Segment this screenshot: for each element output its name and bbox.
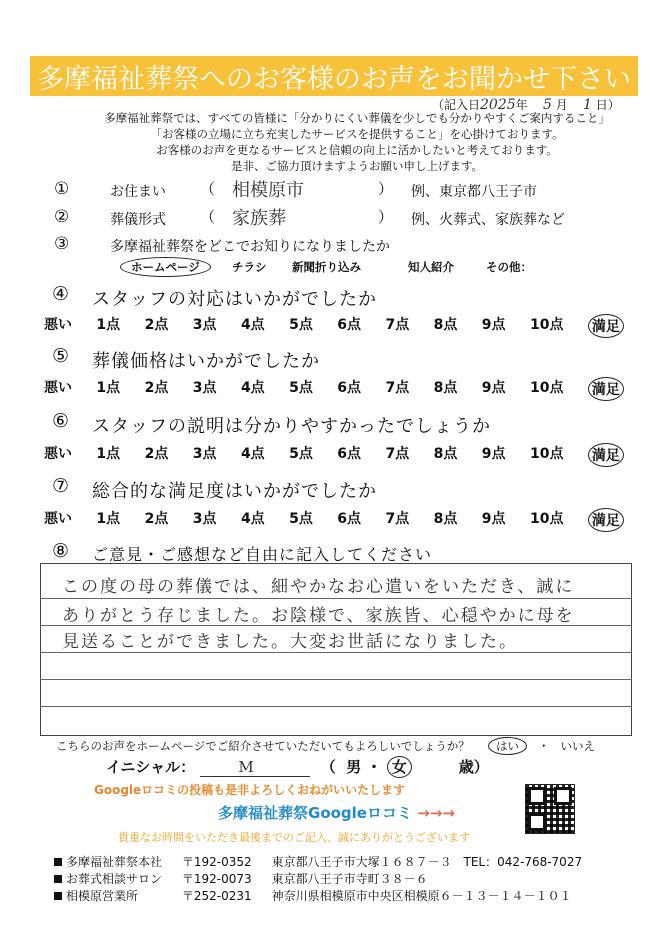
q2-answer[interactable]: 家族葬 [232,208,286,229]
q1-number: ① [54,179,70,199]
q7-rating-scale[interactable]: 悪い 1点 2点 3点 4点 5点 6点 7点 8点 9点 10点 満足 [44,508,624,532]
date-year: 2025 [480,97,516,113]
entry-date: （記入日2025年 5 月 1 日） [432,97,620,113]
office-row: 多摩福祉葬祭本社 〒192-0352 東京都八王子市大塚１６８７－３ TEL：042-768-7027 [54,853,582,870]
page-title: 多摩福祉葬祭へのお客様のお声をお聞かせ下さい [37,64,631,95]
initial-row: イニシャル： M （ 男 ・ 女 歳） [106,758,489,776]
gender-male[interactable]: 男 [346,758,362,776]
consent-no[interactable]: いいえ [560,739,595,753]
q2-example: 例、火葬式、家族葬など [411,212,565,228]
comment-rule [40,706,632,707]
consent-yes[interactable]: はい [488,737,527,755]
q7-label: 総合的な満足度はいかがでしたか [92,481,377,502]
thanks-message: 貴重なお時間をいただき最後までのご記入、誠にありがとうございます [118,831,470,844]
q4-rating-scale[interactable]: 悪い 1点 2点 3点 4点 5点 6点 7点 8点 9点 10点 満足 [44,314,624,338]
q3-option-homepage[interactable]: ホームページ [120,259,211,275]
square-bullet-icon [54,892,62,900]
q6-number: ⑥ [52,410,70,432]
q3-label: 多摩福祉葬祭をどこでお知りになりましたか [110,239,390,255]
qr-code-icon[interactable] [525,784,575,834]
google-review-link[interactable]: 多摩福祉葬祭Googleロコミ →→→ [218,804,455,822]
q3-option-newspaper[interactable]: 新聞折り込み [292,260,361,274]
q5-number: ⑤ [52,345,70,367]
q2-number: ② [54,207,70,227]
age-field[interactable]: 歳） [458,758,489,776]
q7-number: ⑦ [52,475,70,497]
consent-question: こちらのお声をホームページでご紹介させていただいてもよろしいでしょうか？ [56,739,470,753]
q3-number: ③ [54,234,70,254]
comment-rule [40,598,632,599]
consent-row: こちらのお声をホームページでご紹介させていただいてもよろしいでしょうか？ はい ・ いいえ [56,739,595,753]
comment-line: この度の母の葬儀では、細やかなお心遣いをいただき、誠に [62,577,575,597]
square-bullet-icon [54,875,62,883]
q8-label: ご意見・ご感想など自由に記入してください [92,545,433,564]
q6-label: スタッフの説明は分かりやすかったでしょうか [92,416,491,437]
intro-text: 多摩福祉葬祭では、すべての皆様に「分かりにくい葬儀を少しでも分かりやすくご案内すること」 「お客様の立場に立ち充実したサービスを提供すること」を心掛けております。 お客様のお声を更なるサービスと信頼の向上に活かしたいと考えております。 是非、ご協力頂けますようお願い申し上げます。 [104,111,610,173]
gender-female[interactable]: 女 [387,756,412,778]
square-bullet-icon [54,858,62,866]
office-row: 相模原営業所 〒252-0231 神奈川県相模原市中央区相模原６－１３－１４－１０１ [54,887,572,904]
q8-number: ⑧ [52,540,70,562]
q3-option-referral[interactable]: 知人紹介 [408,260,454,274]
q3-option-other[interactable]: その他： [486,260,532,274]
comment-rule [40,679,632,680]
q4-label: スタッフの対応はいかがでしたか [92,289,377,310]
arrow-right-icon: →→→ [417,804,455,822]
q1-answer[interactable]: 相模原市 [232,180,304,201]
q1-label: お住まい [110,184,166,200]
q7-selected[interactable]: 満足 [588,508,624,532]
office-row: お葬式相談サロン 〒192-0073 東京都八王子市寺町３８－６ [54,870,428,887]
q5-label: 葬儀価格はいかがでしたか [92,351,320,372]
q5-selected[interactable]: 満足 [588,377,624,401]
comment-rule [40,652,632,653]
date-month: 5 [542,97,552,113]
comment-line: ありがとう存じました。お陰様で、家族皆、心穏やかに母を [62,606,575,626]
q1-example: 例、東京都八王子市 [411,184,537,200]
q6-rating-scale[interactable]: 悪い 1点 2点 3点 4点 5点 6点 7点 8点 9点 10点 満足 [44,443,624,467]
q3-option-flyer[interactable]: チラシ [232,260,267,274]
q6-selected[interactable]: 満足 [588,443,624,467]
date-day: 1 [582,97,592,113]
q5-rating-scale[interactable]: 悪い 1点 2点 3点 4点 5点 6点 7点 8点 9点 10点 満足 [44,377,624,401]
initial-label: イニシャル： [106,758,196,776]
initial-field[interactable]: M [200,758,310,777]
google-review-request: Googleロコミの投稿も是非よろしくおねがいいたします [94,783,406,797]
q4-selected[interactable]: 満足 [588,314,624,338]
q2-label: 葬儀形式 [110,212,166,228]
q4-number: ④ [52,283,70,305]
comment-line: 見送ることができました。大変お世話になりました。 [62,632,518,652]
